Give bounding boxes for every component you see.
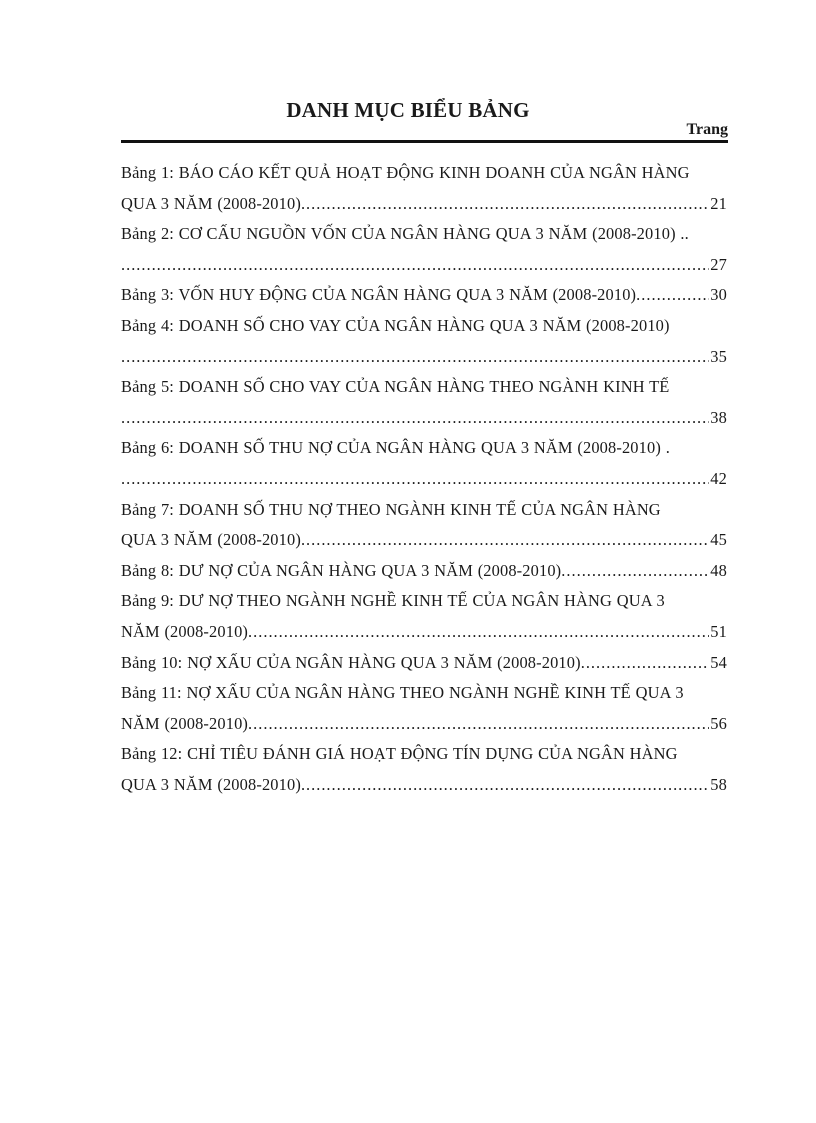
toc-entry-title: Bảng 7: DOANH SỐ THU NỢ THEO NGÀNH KINH TẾ CỦA NGÂN HÀNG — [121, 499, 661, 519]
toc-entry-leader-line — [121, 770, 727, 801]
toc-entry-title: Bảng 9: DƯ NỢ THEO NGÀNH NGHỀ KINH TẾ CỦA NGÂN HÀNG QUA 3 — [121, 591, 665, 611]
toc-entry-leader-line — [121, 617, 727, 648]
toc-entry[interactable] — [121, 495, 727, 556]
toc-entry-title: Bảng 5: DOANH SỐ CHO VAY CỦA NGÂN HÀNG THEO NGÀNH KINH TẾ — [121, 377, 670, 397]
table-of-tables — [121, 158, 727, 800]
dot-leader — [121, 342, 709, 373]
toc-entry-page-number: 35 — [710, 346, 727, 366]
toc-entry[interactable] — [121, 280, 727, 311]
toc-entry-leader-line — [121, 525, 727, 556]
toc-entry-page-number: 27 — [710, 254, 727, 274]
toc-entry-title-continued: QUA 3 NĂM (2008-2010) — [121, 530, 301, 550]
dot-leader — [561, 556, 709, 587]
toc-entry-title-continued: QUA 3 NĂM (2008-2010) — [121, 774, 301, 794]
toc-entry-leader-line — [121, 709, 727, 740]
toc-entry-leader-line — [121, 403, 727, 434]
toc-entry[interactable] — [121, 372, 727, 433]
toc-entry[interactable] — [121, 648, 727, 679]
toc-entry-leader-line — [121, 556, 727, 587]
toc-entry-title-continued: Bảng 3: VỐN HUY ĐỘNG CỦA NGÂN HÀNG QUA 3 NĂM (2008-2010) — [121, 285, 637, 305]
toc-entry-title: Bảng 11: NỢ XẤU CỦA NGÂN HÀNG THEO NGÀNH NGHỀ KINH TẾ QUA 3 — [121, 683, 684, 703]
toc-entry-leader-line — [121, 464, 727, 495]
toc-entry-title: Bảng 6: DOANH SỐ THU NỢ CỦA NGÂN HÀNG QUA 3 NĂM (2008-2010) . — [121, 438, 670, 458]
toc-entry[interactable] — [121, 739, 727, 800]
toc-entry-page-number: 45 — [710, 530, 727, 550]
toc-entry-title-continued: Bảng 8: DƯ NỢ CỦA NGÂN HÀNG QUA 3 NĂM (2008-2010) — [121, 560, 562, 580]
dot-leader — [301, 770, 709, 801]
dot-leader — [121, 403, 709, 434]
toc-entry-leader-line — [121, 250, 727, 281]
dot-leader — [581, 648, 710, 679]
page-title: DANH MỤC BIỂU BẢNG — [286, 98, 530, 122]
toc-entry-leader-line — [121, 648, 727, 679]
toc-entry[interactable] — [121, 433, 727, 494]
dot-leader — [248, 617, 709, 648]
toc-entry[interactable] — [121, 219, 727, 280]
dot-leader — [301, 189, 709, 220]
toc-entry-leader-line — [121, 342, 727, 373]
toc-entry-title-continued: NĂM (2008-2010) — [121, 713, 249, 733]
toc-entry-title-continued: QUA 3 NĂM (2008-2010) — [121, 193, 301, 213]
toc-entry[interactable] — [121, 556, 727, 587]
toc-entry-leader-line — [121, 280, 727, 311]
toc-entry-page-number: 48 — [710, 560, 727, 580]
toc-entry-title: Bảng 2: CƠ CẤU NGUỒN VỐN CỦA NGÂN HÀNG QUA 3 NĂM (2008-2010) .. — [121, 224, 689, 244]
dot-leader — [248, 709, 709, 740]
toc-entry[interactable] — [121, 158, 727, 219]
toc-entry-page-number: 51 — [710, 621, 727, 641]
page-column-label: Trang — [686, 121, 728, 138]
dot-leader — [121, 250, 709, 281]
toc-entry-title: Bảng 12: CHỈ TIÊU ĐÁNH GIÁ HOẠT ĐỘNG TÍN DỤNG CỦA NGÂN HÀNG — [121, 744, 678, 764]
toc-entry-page-number: 58 — [710, 774, 727, 794]
toc-entry-page-number: 30 — [710, 285, 727, 305]
toc-entry[interactable] — [121, 586, 727, 647]
dot-leader — [301, 525, 709, 556]
toc-entry-leader-line — [121, 189, 727, 220]
dot-leader — [121, 464, 709, 495]
toc-entry-page-number: 21 — [710, 193, 727, 213]
toc-entry-page-number: 56 — [710, 713, 727, 733]
toc-entry[interactable] — [121, 311, 727, 372]
toc-entry-title: Bảng 1: BÁO CÁO KẾT QUẢ HOẠT ĐỘNG KINH DOANH CỦA NGÂN HÀNG — [121, 163, 690, 182]
toc-entry-title-continued: NĂM (2008-2010) — [121, 621, 249, 641]
dot-leader — [636, 280, 709, 311]
toc-entry-page-number: 38 — [710, 407, 727, 427]
header-rule — [121, 140, 728, 143]
toc-entry-title: Bảng 4: DOANH SỐ CHO VAY CỦA NGÂN HÀNG QUA 3 NĂM (2008-2010) — [121, 315, 670, 335]
toc-entry-title-continued: Bảng 10: NỢ XẤU CỦA NGÂN HÀNG QUA 3 NĂM (2008-2010) — [121, 652, 581, 672]
toc-entry[interactable] — [121, 678, 727, 739]
toc-entry-page-number: 54 — [710, 652, 727, 672]
toc-entry-page-number: 42 — [710, 468, 727, 488]
